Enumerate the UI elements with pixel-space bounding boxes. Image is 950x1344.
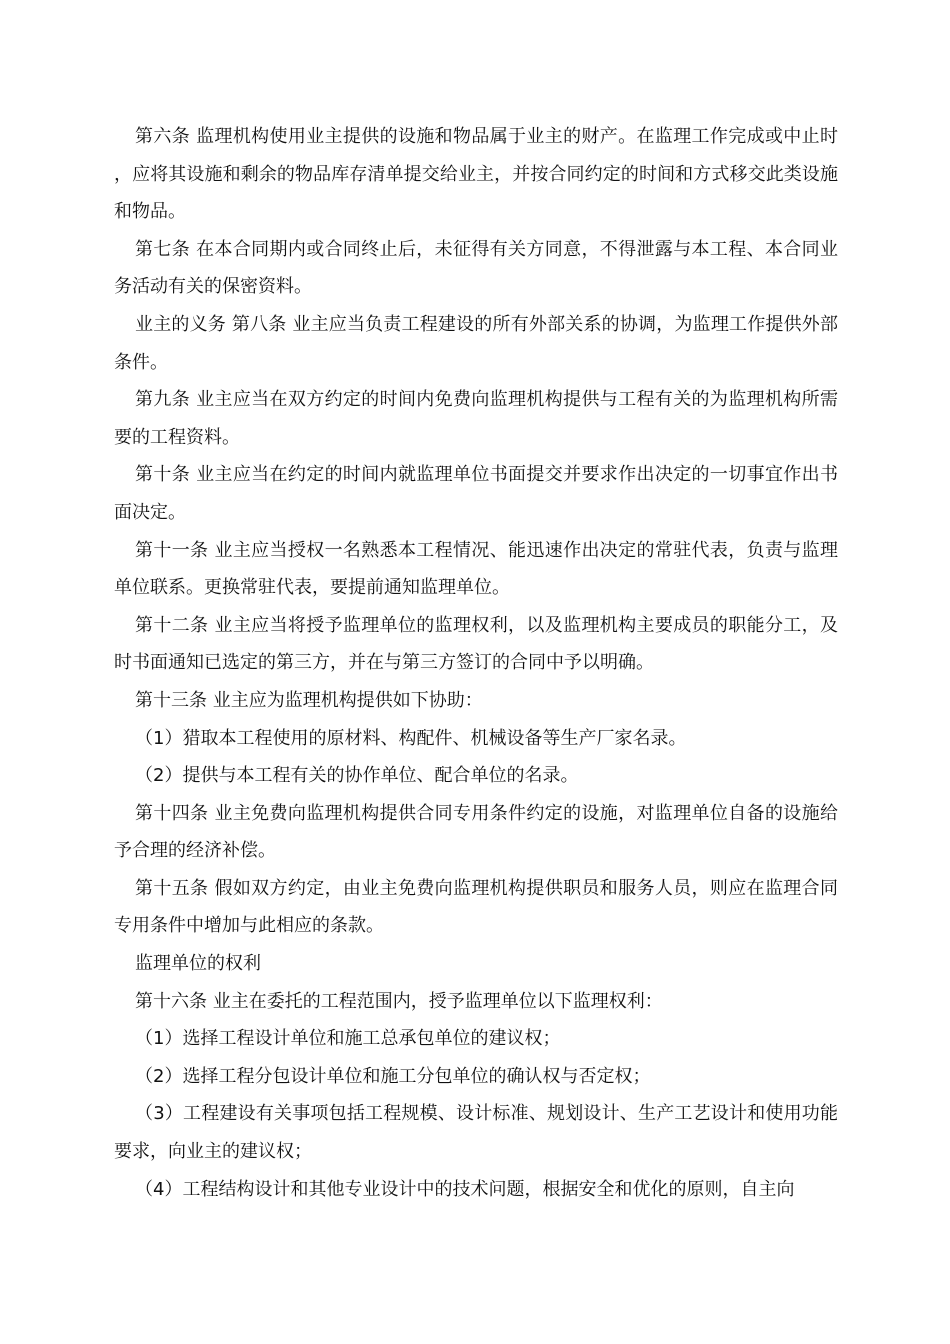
clause-16-item-4: （4）工程结构设计和其他专业设计中的技术问题，根据安全和优化的原则，自主向 (135, 1178, 795, 1200)
clause-7-paragraph: 第七条 在本合同期内或合同终止后，未征得有关方同意，不得泄露与本工程、本合同业务活动有关的保密资料。 (114, 238, 838, 298)
clause-11-paragraph: 第十一条 业主应当授权一名熟悉本工程情况、能迅速作出决定的常驻代表，负责与监理单位联系。更换常驻代表，要提前通知监理单位。 (114, 539, 838, 599)
section-heading-supervisor-rights: 监理单位的权利 (135, 953, 261, 975)
clause-15-paragraph: 第十五条 假如双方约定，由业主免费向监理机构提供职员和服务人员，则应在监理合同专用条件中增加与此相应的条款。 (114, 877, 838, 937)
clause-16-item-3: （3）工程建设有关事项包括工程规模、设计标准、规划设计、生产工艺设计和使用功能要求，向业主的建议权； (114, 1103, 838, 1163)
document-body (114, 118, 838, 1208)
clause-12-paragraph: 第十二条 业主应当将授予监理单位的监理权利，以及监理机构主要成员的职能分工，及时书面通知已选定的第三方，并在与第三方签订的合同中予以明确。 (114, 614, 838, 674)
clause-13-item-2: （2）提供与本工程有关的协作单位、配合单位的名录。 (135, 765, 579, 787)
clause-14-paragraph: 第十四条 业主免费向监理机构提供合同专用条件约定的设施，对监理单位自备的设施给予合理的经济补偿。 (114, 802, 838, 862)
clause-8-paragraph: 业主的义务 第八条 业主应当负责工程建设的所有外部关系的协调，为监理工作提供外部条件。 (114, 313, 838, 373)
clause-9-paragraph: 第九条 业主应当在双方约定的时间内免费向监理机构提供与工程有关的为监理机构所需要的工程资料。 (114, 389, 838, 448)
clause-16-item-2: （2）选择工程分包设计单位和施工分包单位的确认权与否定权； (135, 1065, 651, 1087)
clause-6-paragraph: 第六条 监理机构使用业主提供的设施和物品属于业主的财产。在监理工作完成或中止时，应将其设施和剩余的物品库存清单提交给业主，并按合同约定的时间和方式移交此类设施和物品。 (114, 126, 838, 223)
clause-10-paragraph: 第十条 业主应当在约定的时间内就监理单位书面提交并要求作出决定的一切事宜作出书面决定。 (114, 464, 838, 523)
clause-13-item-1: （1）猎取本工程使用的原材料、构配件、机械设备等生产厂家名录。 (135, 727, 687, 749)
clause-16-item-1: （1）选择工程设计单位和施工总承包单位的建议权； (135, 1028, 561, 1050)
clause-16-paragraph: 第十六条 业主在委托的工程范围内，授予监理单位以下监理权利： (135, 990, 663, 1012)
clause-13-paragraph: 第十三条 业主应为监理机构提供如下协助： (135, 689, 483, 711)
